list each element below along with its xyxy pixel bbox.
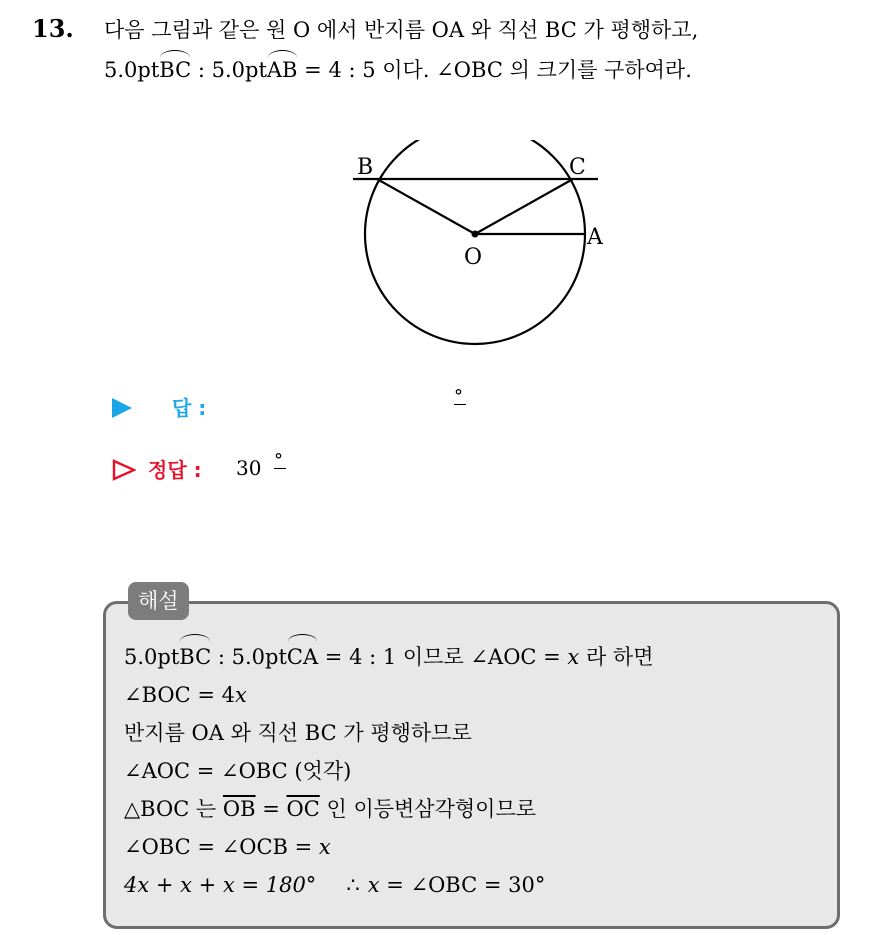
correct-answer-row — [112, 450, 283, 482]
arc-ab: AB — [266, 58, 298, 82]
correct-degree-mark — [274, 450, 286, 469]
circle-figure — [340, 140, 630, 350]
e7-equation: 4x + x + x = 180° — [124, 873, 317, 897]
e1-end: 라 하면 — [579, 645, 654, 669]
answer-degree-blank[interactable] — [454, 386, 466, 405]
correct-degree: ° — [274, 450, 283, 471]
explanation-line-6 — [124, 832, 824, 870]
e1-suffix: = 4 : 1 이므로 ∠AOC = — [318, 645, 568, 669]
arc-bc: BC — [159, 58, 192, 82]
e2-text: ∠BOC = 4 — [124, 683, 236, 707]
question-number: 13. — [32, 14, 74, 43]
e6-text: ∠OBC = ∠OCB = — [124, 835, 319, 859]
explanation-line-1 — [124, 642, 824, 680]
e1-x: x — [567, 645, 580, 669]
answer-row — [112, 386, 463, 420]
explanation-line-7 — [124, 870, 824, 908]
label-a: A — [587, 225, 603, 250]
e5-eq: = — [255, 797, 287, 821]
e7-result: = ∠OBC = 30° — [379, 873, 546, 897]
label-c: C — [569, 155, 586, 180]
segment-oc — [475, 179, 573, 234]
center-point — [472, 231, 479, 238]
explanation-tab: 해설 — [128, 582, 189, 620]
explanation-line-2 — [124, 680, 824, 718]
q2-suffix: = 4 : 5 이다. ∠OBC 의 크기를 구하여라. — [297, 58, 692, 82]
explanation-line-4: ∠AOC = ∠OBC (엇각) — [124, 759, 352, 783]
e7-x: x — [367, 873, 380, 897]
e5-suffix: 인 이등변삼각형이므로 — [319, 797, 537, 821]
question-line-2 — [104, 54, 692, 84]
explanation-lines — [124, 642, 824, 908]
q2-prefix: 5.0pt — [104, 58, 160, 82]
question-line-1: 다음 그림과 같은 원 O 에서 반지름 OA 와 직선 BC 가 평행하고, — [104, 18, 699, 42]
segment-oc-label: $\overline{OC}$ — [286, 797, 320, 821]
q2-mid: : 5.0pt — [191, 58, 267, 82]
label-b: B — [357, 155, 374, 180]
outline-triangle-icon — [112, 459, 136, 481]
circle-o — [365, 140, 585, 344]
arc-bc-exp: BC — [179, 642, 211, 672]
label-o: O — [464, 245, 483, 270]
answer-label: 답 : — [172, 396, 207, 420]
play-triangle-icon — [112, 398, 132, 418]
e5-prefix: △BOC 는 — [124, 797, 223, 821]
therefore-symbol: ∴ — [346, 873, 360, 897]
circle-diagram — [340, 140, 630, 350]
explanation-line-5 — [124, 794, 824, 832]
e6-x: x — [318, 835, 331, 859]
answer-degree: ° — [454, 386, 463, 407]
segment-ob-label: $\overline{OB}$ — [222, 797, 256, 821]
explanation-line-3: 반지름 OA 와 직선 BC 가 평행하므로 — [124, 721, 472, 745]
correct-label: 정답 : — [148, 458, 202, 482]
segment-ob — [377, 179, 475, 234]
e1-prefix: 5.0pt — [124, 645, 180, 669]
correct-value: 30 — [236, 456, 262, 480]
arc-ca-exp: CA — [287, 642, 318, 672]
e2-x: x — [235, 683, 247, 707]
e1-mid: : 5.0pt — [211, 645, 287, 669]
